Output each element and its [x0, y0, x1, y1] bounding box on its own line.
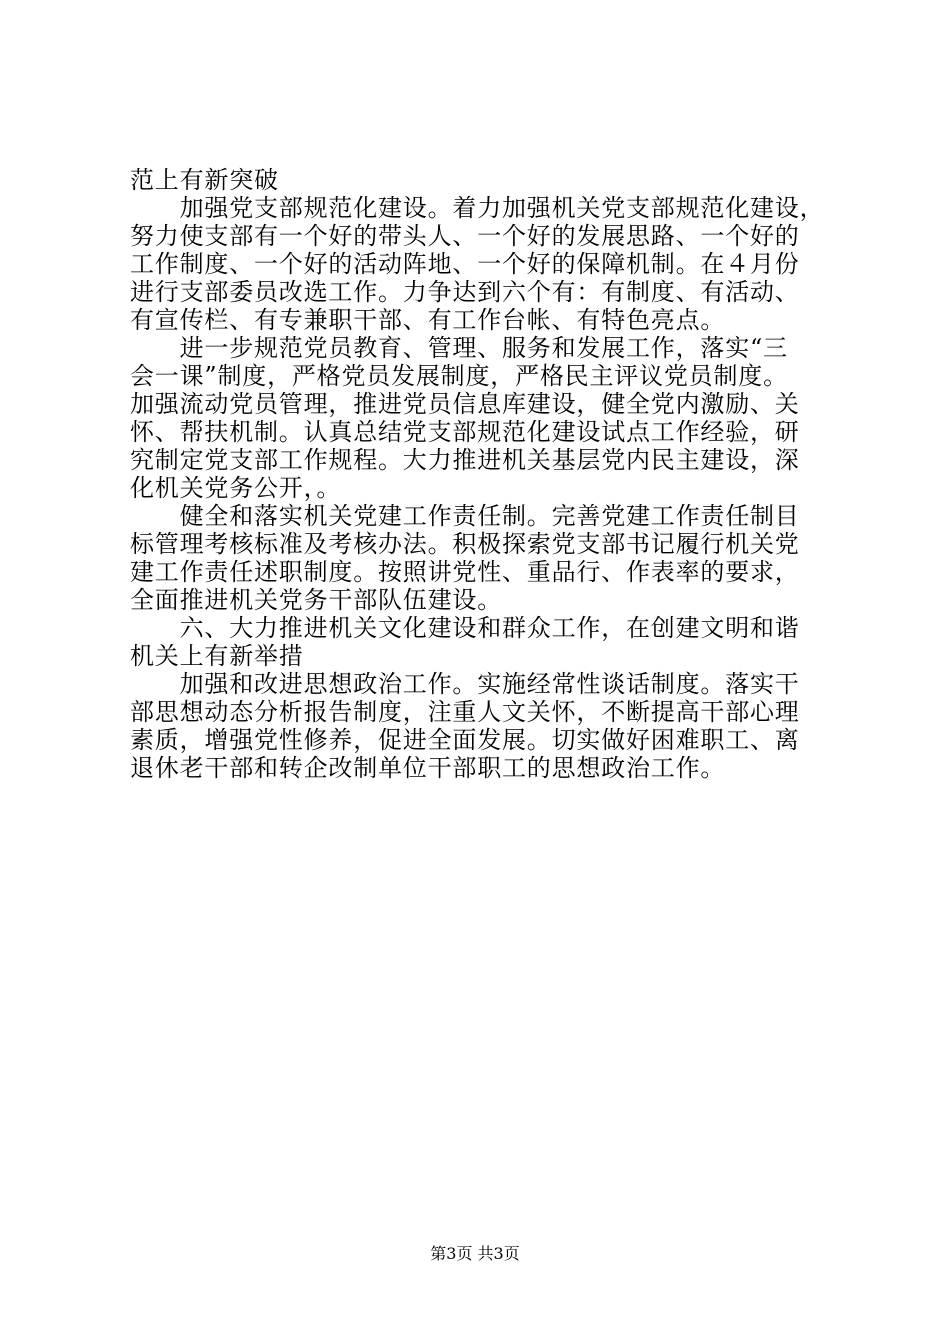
- text-line: 有宣传栏、有专兼职干部、有工作台帐、有特色亮点。: [130, 306, 726, 334]
- text-line: 机关上有新举措: [130, 642, 304, 670]
- text-line: 范上有新突破: [130, 166, 279, 194]
- text-line: 进一步规范党员教育、管理、服务和发展工作，落实“三: [130, 334, 788, 362]
- text-line: 全面推进机关党务干部队伍建设。: [130, 586, 502, 614]
- text-line: 健全和落实机关党建工作责任制。完善党建工作责任制目: [130, 502, 800, 530]
- text-line: 工作制度、一个好的活动阵地、一个好的保障机制。在４月份: [130, 250, 800, 278]
- text-line: 进行支部委员改选工作。力争达到六个有：有制度、有活动、: [130, 278, 800, 306]
- document-body: [130, 166, 830, 782]
- text-line: 六、大力推进机关文化建设和群众工作，在创建文明和谐: [130, 614, 800, 642]
- text-line: 怀、帮扶机制。认真总结党支部规范化建设试点工作经验，研: [130, 418, 800, 446]
- page-number-footer: 第3页 共3页: [430, 1244, 520, 1263]
- text-line: 究制定党支部工作规程。大力推进机关基层党内民主建设，深: [130, 446, 800, 474]
- text-line: 建工作责任述职制度。按照讲党性、重品行、作表率的要求，: [130, 558, 800, 586]
- text-line: 会一课”制度，严格党员发展制度，严格民主评议党员制度。: [130, 362, 788, 390]
- text-line: 加强流动党员管理，推进党员信息库建设，健全党内激励、关: [130, 390, 800, 418]
- text-line: 化机关党务公开，。: [130, 474, 342, 502]
- text-line: 退休老干部和转企改制单位干部职工的思想政治工作。: [130, 754, 726, 782]
- text-line: 努力使支部有一个好的带头人、一个好的发展思路、一个好的: [130, 222, 800, 250]
- text-line: 加强和改进思想政治工作。实施经常性谈话制度。落实干: [130, 670, 800, 698]
- text-line: 加强党支部规范化建设。着力加强机关党支部规范化建设，: [130, 194, 825, 222]
- text-line: 标管理考核标准及考核办法。积极探索党支部书记履行机关党: [130, 530, 800, 558]
- text-line: 部思想动态分析报告制度，注重人文关怀，不断提高干部心理: [130, 698, 800, 726]
- text-line: 素质，增强党性修养，促进全面发展。切实做好困难职工、离: [130, 726, 800, 754]
